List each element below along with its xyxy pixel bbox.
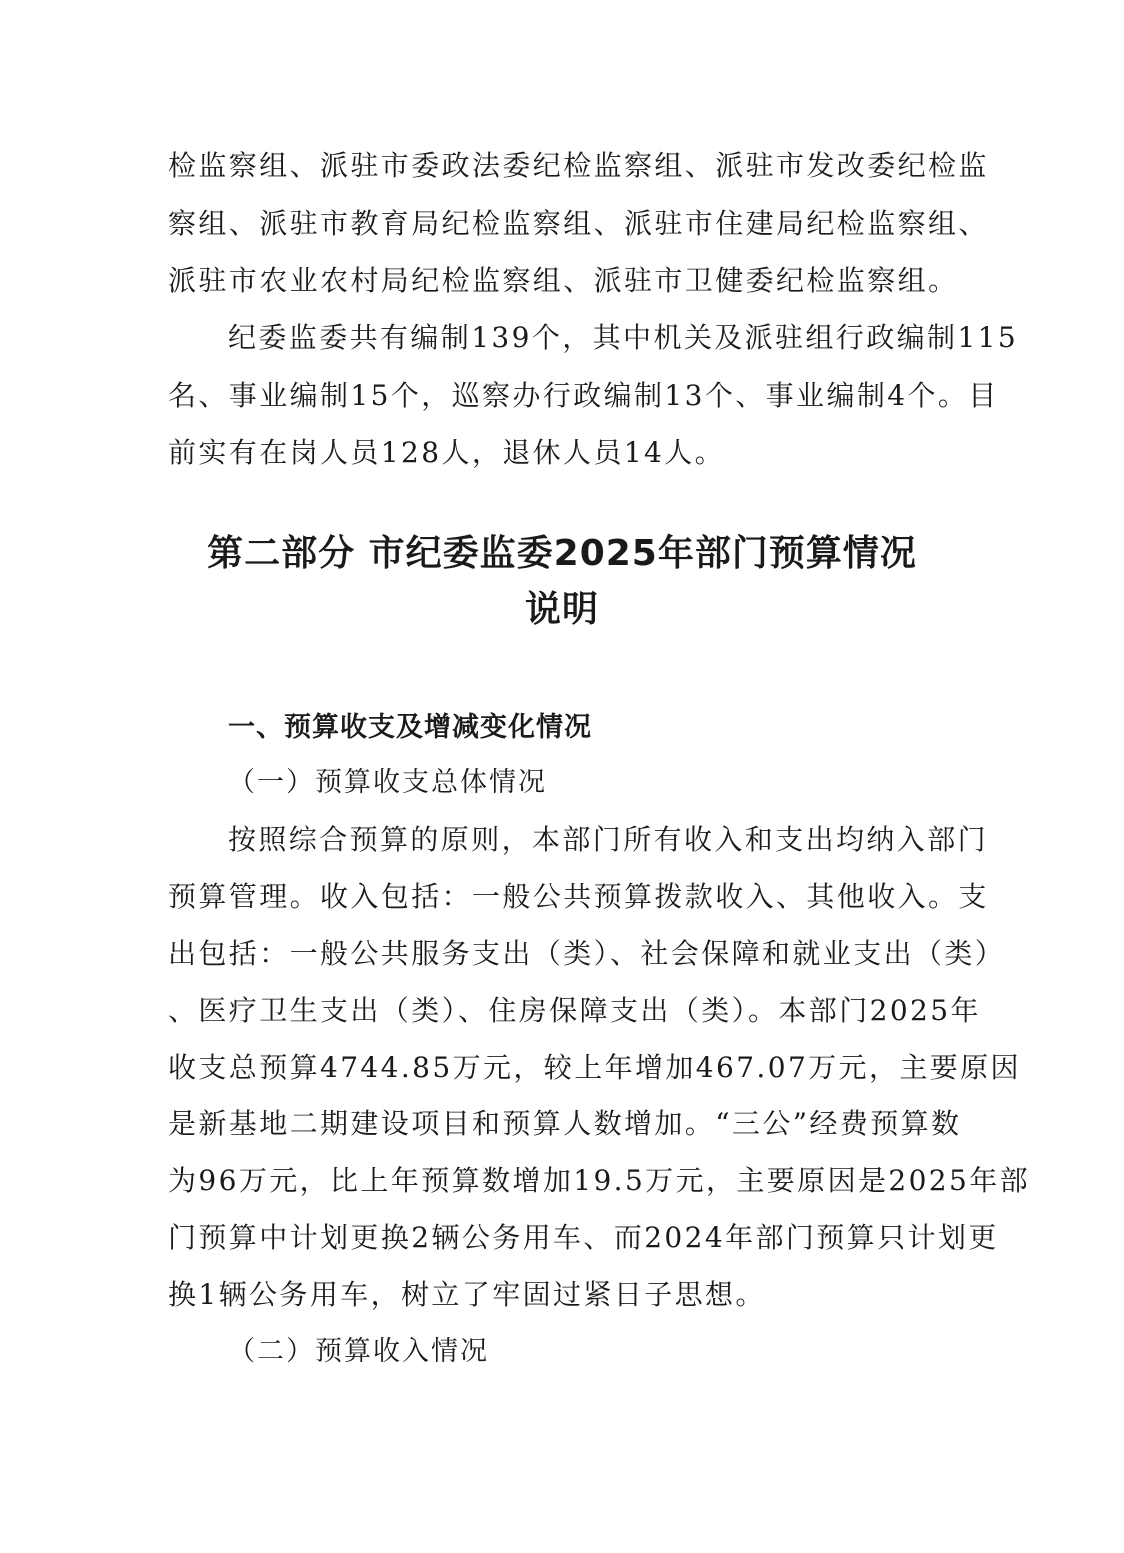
body-line: 出包括：一般公共服务支出（类）、社会保障和就业支出（类） (168, 937, 1006, 970)
subsection-heading: （二）预算收入情况 (228, 1336, 489, 1367)
intro-line: 察组、派驻市教育局纪检监察组、派驻市住建局纪检监察组、 (168, 207, 989, 240)
body-line: 预算管理。收入包括：一般公共预算拨款收入、其他收入。支 (168, 880, 989, 913)
staff-line: 名、事业编制15个，巡察办行政编制13个、事业编制4个。目 (168, 379, 999, 412)
body-line: 为96万元，比上年预算数增加19.5万元，主要原因是2025年部 (168, 1164, 1031, 1197)
part-title-continued: 说明 (524, 589, 599, 630)
staff-line: 纪委监委共有编制139个，其中机关及派驻组行政编制115 (228, 321, 1019, 354)
subsection-heading: （一）预算收支总体情况 (228, 767, 547, 798)
part-title: 第二部分 市纪委监委2025年部门预算情况 (207, 533, 917, 574)
body-line: 是新基地二期建设项目和预算人数增加。“三公”经费预算数 (168, 1107, 962, 1140)
body-line: 按照综合预算的原则，本部门所有收入和支出均纳入部门 (228, 823, 989, 856)
intro-line: 检监察组、派驻市委政法委纪检监察组、派驻市发改委纪检监 (168, 149, 989, 182)
intro-line: 派驻市农业农村局纪检监察组、派驻市卫健委纪检监察组。 (168, 264, 959, 297)
body-line: 收支总预算4744.85万元，较上年增加467.07万元，主要原因 (168, 1051, 1021, 1084)
section-heading: 一、预算收支及增减变化情况 (228, 712, 592, 743)
staff-line: 前实有在岗人员128人，退休人员14人。 (168, 436, 726, 469)
body-line: 门预算中计划更换2辆公务用车、而2024年部门预算只计划更 (168, 1221, 999, 1254)
body-line: 换1辆公务用车，树立了牢固过紧日子思想。 (168, 1278, 766, 1311)
body-line: 、医疗卫生支出（类）、住房保障支出（类）。本部门2025年 (168, 994, 981, 1027)
